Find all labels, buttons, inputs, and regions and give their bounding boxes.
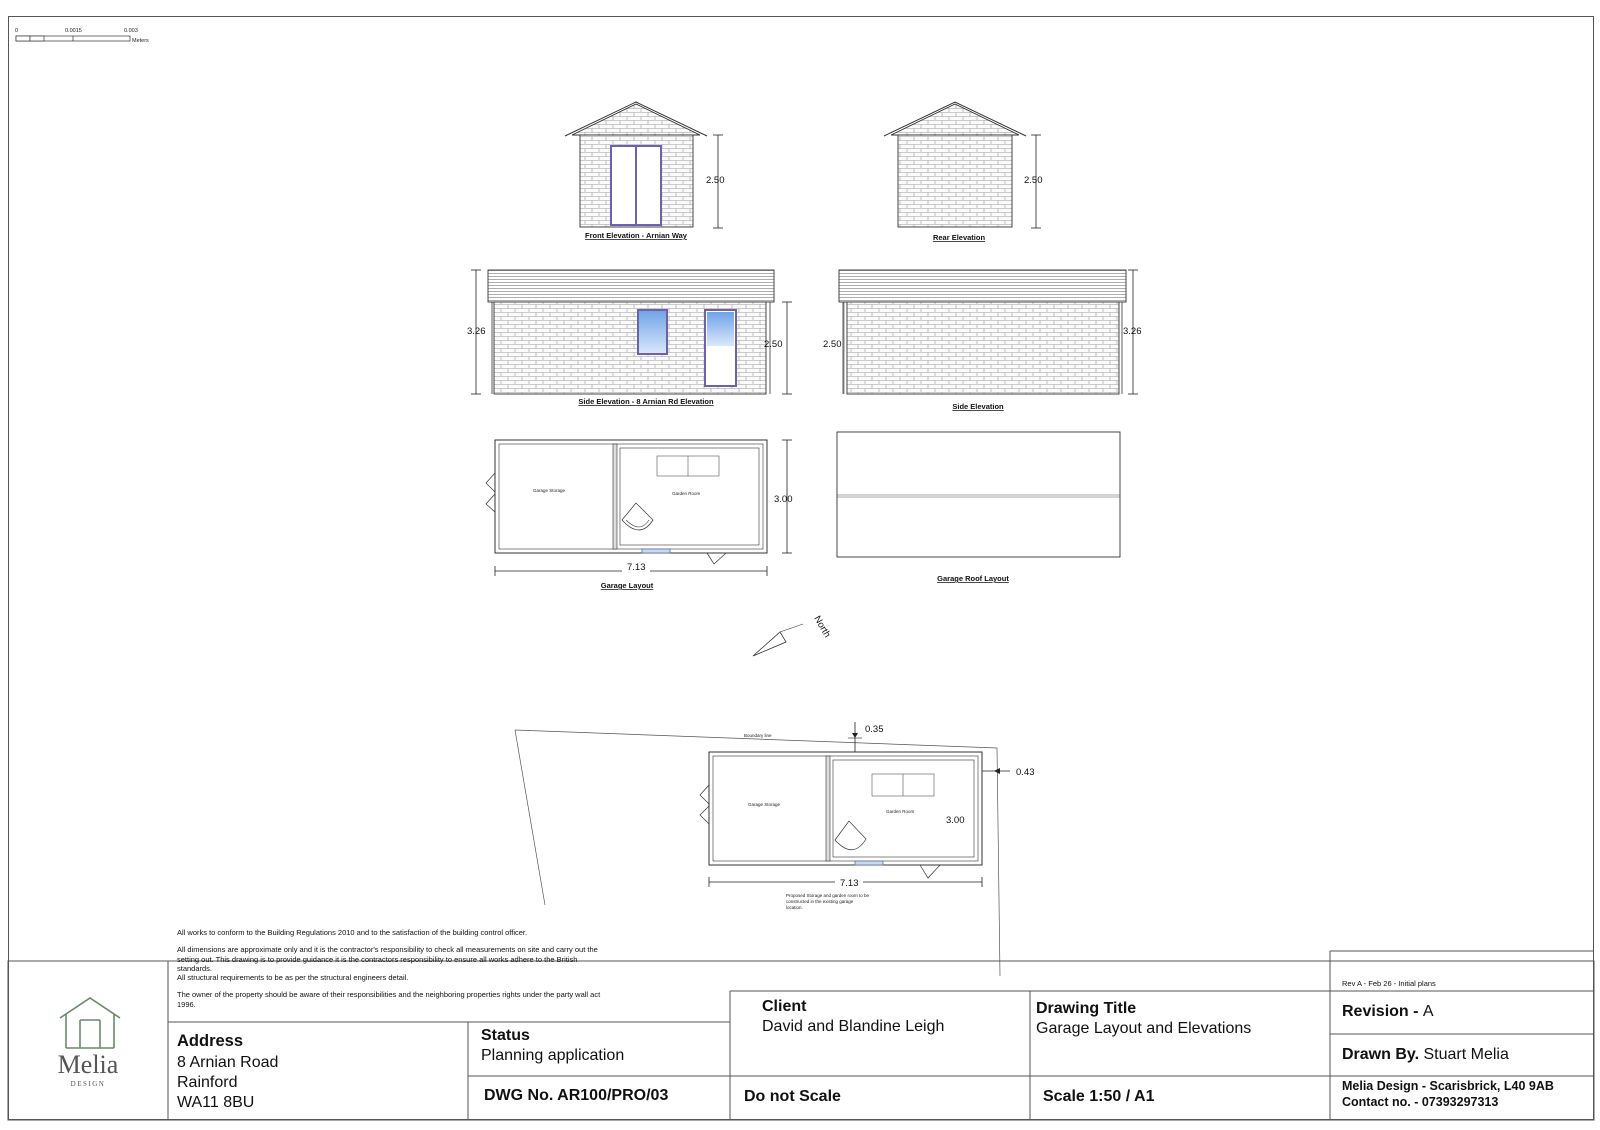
drawn-by-label: Drawn By. <box>1342 1046 1420 1063</box>
address-label: Address <box>177 1032 244 1050</box>
side-elevation <box>823 270 1142 411</box>
note-structural: All structural requirements to be as per the structural engineers detail. <box>177 973 409 983</box>
revision-note: Rev A - Feb 26 - Initial plans <box>1342 979 1436 988</box>
drawing-title-label: Drawing Title <box>1036 1000 1137 1017</box>
scale-tick-2: 0.003 <box>124 28 138 34</box>
side-elevation-8-overall: 3.26 <box>467 326 486 337</box>
note-dimensions: All dimensions are approximate only and it is the contractor's responsibility to check all measurements on site and carry out the setting out. This drawing is to provide guidance it is the contractors responsibility to ensure all works adhere to the British standards. <box>177 945 598 973</box>
north-arrow <box>753 614 833 656</box>
garage-layout-plan <box>486 440 793 590</box>
side-elevation-label: Side Elevation <box>952 402 1004 411</box>
status-label: Status <box>481 1027 530 1044</box>
drawing-title-block <box>1036 999 1326 1039</box>
company-line: Melia Design - Scarisbrick, L40 9AB <box>1342 1079 1554 1093</box>
company-contact-block <box>1342 1078 1592 1110</box>
address-block <box>177 1032 457 1113</box>
front-elevation-label: Front Elevation - Arnian Way <box>585 231 687 240</box>
drawn-by-block <box>1342 1046 1587 1064</box>
site-offset-side: 0.43 <box>1016 767 1035 778</box>
scale-bar <box>15 28 149 44</box>
garage-layout-label: Garage Layout <box>600 581 654 590</box>
address-line-1: 8 Arnian Road <box>177 1054 279 1071</box>
garage-roof-layout <box>837 432 1120 583</box>
client-block <box>762 997 1022 1037</box>
side-elevation-8-label: Side Elevation - 8 Arnian Rd Elevation <box>578 397 714 406</box>
logo-name: Melia <box>57 1050 119 1079</box>
site-note-1: Proposed Storage and garden room to be <box>786 893 870 898</box>
general-notes <box>177 928 607 1017</box>
side-elevation-wall: 2.50 <box>823 339 842 350</box>
scale-unit: Meters <box>132 38 149 44</box>
garage-roof-label: Garage Roof Layout <box>937 574 1009 583</box>
address-line-3: WA11 8BU <box>177 1094 255 1111</box>
front-elevation <box>565 102 725 240</box>
site-offset-top: 0.35 <box>865 724 884 735</box>
north-label: North <box>811 614 833 640</box>
scale-tick-0: 0 <box>15 28 19 34</box>
do-not-scale: Do not Scale <box>744 1088 841 1105</box>
site-garden-label: Garden Room <box>886 809 915 814</box>
client-value: David and Blandine Leigh <box>762 1018 945 1035</box>
side-elevation-overall: 3.26 <box>1123 326 1142 337</box>
site-note-2: constructed in the existing garage <box>786 899 854 904</box>
logo-sub: DESIGN <box>70 1080 106 1088</box>
note-party-wall: The owner of the property should be aware of their responsibilities and the neighboring properties rights under the party wall act 1996. <box>177 990 601 1009</box>
drawn-by-value: Stuart Melia <box>1419 1046 1509 1063</box>
rear-elevation-height: 2.50 <box>1024 175 1043 186</box>
front-elevation-height: 2.50 <box>706 175 725 186</box>
site-note-3: location. <box>786 905 803 910</box>
garage-layout-length: 7.13 <box>627 562 646 573</box>
site-width: 3.00 <box>946 815 965 826</box>
side-elevation-8-arnian <box>467 270 792 406</box>
melia-logo <box>8 1050 168 1090</box>
revision-value: A <box>1422 1003 1434 1020</box>
note-building-regs: All works to conform to the Building Regulations 2010 and to the satisfaction of the building control officer. <box>177 928 528 937</box>
site-length: 7.13 <box>840 878 859 889</box>
client-label: Client <box>762 998 807 1015</box>
garage-layout-width: 3.00 <box>774 494 793 505</box>
dwg-number: DWG No. AR100/PRO/03 <box>484 1087 669 1104</box>
garage-layout-garden: Garden Room <box>672 491 701 496</box>
status-value: Planning application <box>481 1047 625 1064</box>
contact-line: Contact no. - 07393297313 <box>1342 1095 1499 1109</box>
scale-value: Scale 1:50 / A1 <box>1043 1088 1155 1105</box>
revision-label: Revision - <box>1342 1003 1423 1020</box>
rear-elevation <box>884 102 1043 242</box>
site-boundary-label: Boundary line <box>744 733 772 738</box>
address-line-2: Rainford <box>177 1074 238 1091</box>
drawing-title-value: Garage Layout and Elevations <box>1036 1020 1252 1037</box>
garage-layout-storage: Garage Storage <box>533 488 566 493</box>
site-storage-label: Garage Storage <box>748 802 781 807</box>
revision-block <box>1342 1003 1587 1021</box>
status-block <box>481 1026 726 1066</box>
side-elevation-8-wall: 2.50 <box>764 339 783 350</box>
scale-tick-1: 0.0015 <box>65 28 82 34</box>
melia-logo-mark <box>60 998 120 1048</box>
rear-elevation-label: Rear Elevation <box>932 233 986 242</box>
